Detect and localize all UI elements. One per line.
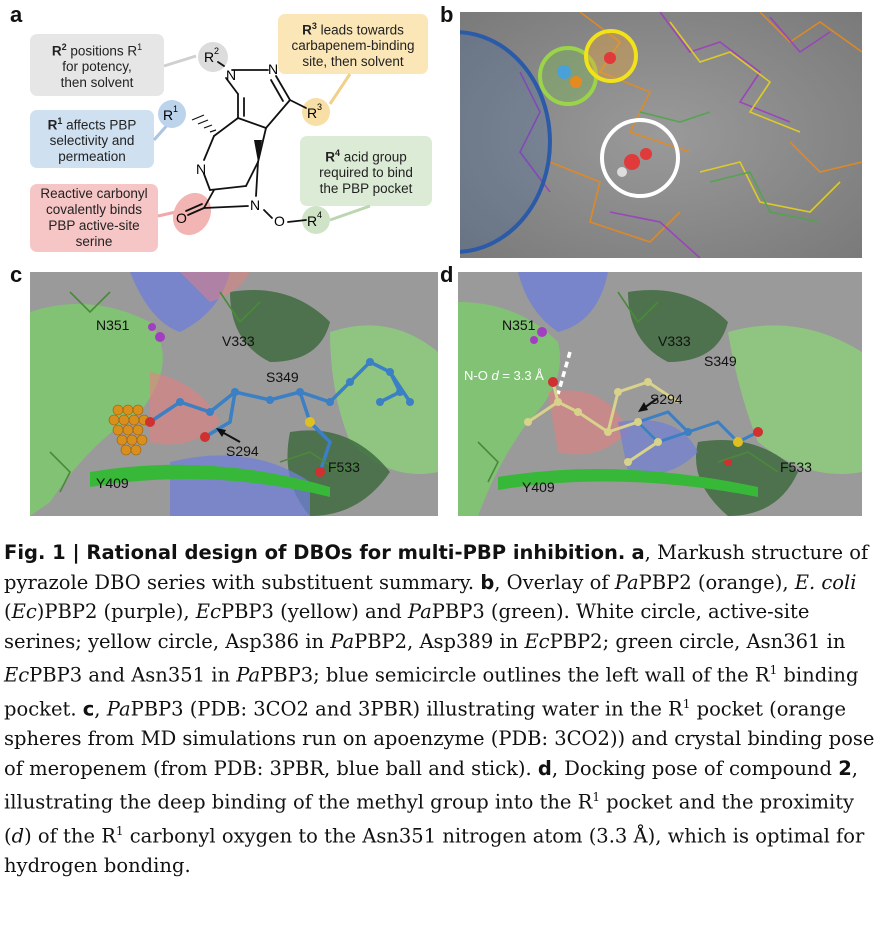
label-f533: F533 bbox=[780, 459, 812, 475]
panel-c-letter: c bbox=[10, 262, 23, 287]
panel-a-letter: a bbox=[10, 2, 23, 27]
carbonyl-description-box: Reactive carbonyl covalently binds PBP active-site serine bbox=[30, 184, 158, 252]
label-v333: V333 bbox=[658, 333, 691, 349]
atom-o-carbonyl: O bbox=[176, 210, 187, 226]
atom-n1: N bbox=[226, 67, 237, 83]
label-s294: S294 bbox=[650, 391, 683, 407]
pocket-c-render bbox=[30, 272, 438, 516]
caption-a-letter: a bbox=[631, 541, 645, 564]
label-s294: S294 bbox=[226, 443, 259, 459]
caption-c-letter: c bbox=[82, 697, 95, 721]
atom-r1: R bbox=[163, 107, 174, 123]
label-s349: S349 bbox=[266, 369, 299, 385]
r2-description-box: $R^2$ positions $R^1$ for potency, then solvent bbox=[30, 34, 164, 96]
caption-d-letter: d bbox=[537, 756, 552, 780]
atom-n-bridge: N bbox=[250, 197, 261, 213]
panel-c-pocket-image bbox=[30, 272, 438, 516]
panel-d-letter: d bbox=[440, 262, 454, 287]
label-n351: N351 bbox=[96, 317, 130, 333]
label-n351: N351 bbox=[502, 317, 536, 333]
atom-r4: R bbox=[307, 213, 318, 229]
label-y409: Y409 bbox=[96, 475, 129, 491]
label-v333: V333 bbox=[222, 333, 255, 349]
atom-n2: N bbox=[268, 61, 279, 77]
panel-a-structure bbox=[0, 0, 440, 262]
atom-r2-sup: 2 bbox=[214, 46, 220, 56]
panel-b-overlay-image bbox=[460, 12, 862, 258]
caption-b-letter: b bbox=[480, 570, 495, 594]
label-s349: S349 bbox=[704, 353, 737, 369]
panel-d-pocket-image bbox=[458, 272, 862, 516]
markush-molecule bbox=[0, 0, 440, 262]
atom-r2: R bbox=[204, 49, 215, 65]
pocket-d-render bbox=[458, 272, 862, 516]
structure-overlay-render bbox=[460, 12, 862, 258]
label-f533: F533 bbox=[328, 459, 360, 475]
atom-r1-sup: 1 bbox=[173, 104, 179, 114]
r1-description-box: $R^1$ affects PBP selectivity and permeation bbox=[30, 110, 154, 168]
panel-b-letter: b bbox=[440, 2, 454, 27]
figure-caption: Fig. 1 | Rational design of DBOs for multi-PBP inhibition. a, Markush structure of pyrazole DBO series with substituent summary. b, Overlay of PaPBP2 (orange), E. coli (Ec)PBP2 (purple), EcPBP3 (yellow) and PaPBP3 (green). White circle, active-site serines; yellow circle, Asp386 in PaPBP2, Asp389 in EcPBP2; green circle, Asn361 in EcPBP3 and Asn351 in PaPBP3; blue semicircle outlines the left wall of the $R^1$ binding pocket. c, PaPBP3 (PDB: 3CO2 and 3PBR) illustrating water in the $R^1$ pocket (orange spheres from MD simulations run on apoenzyme (PDB: 3CO2)) and crystal binding pose of meropenem (from PDB: 3PBR, blue ball and stick). d, Docking pose of compound 2, illustrating the deep binding of the methyl group into the $R^1$ pocket and the proximity (d) of the $R^1$ carbonyl oxygen to the Asn351 nitrogen atom (3.3 Å), which is optimal for hydrogen bonding. bbox=[4, 541, 875, 877]
atom-r3: R bbox=[307, 105, 318, 121]
atom-r4-sup: 4 bbox=[317, 210, 323, 220]
atom-o-ester: O bbox=[274, 213, 285, 229]
r3-description-box: $R^3$ leads towards carbapenem-binding site, then solvent bbox=[278, 14, 428, 74]
r4-description-box: $R^4$ acid group required to bind the PBP pocket bbox=[300, 136, 432, 206]
label-y409: Y409 bbox=[522, 479, 555, 495]
atom-n-ring: N bbox=[196, 161, 207, 177]
figure-title: Fig. 1 | Rational design of DBOs for multi-PBP inhibition. bbox=[4, 541, 626, 564]
atom-r3-sup: 3 bbox=[317, 102, 323, 112]
distance-label: N-O d = 3.3 Å bbox=[464, 368, 544, 383]
